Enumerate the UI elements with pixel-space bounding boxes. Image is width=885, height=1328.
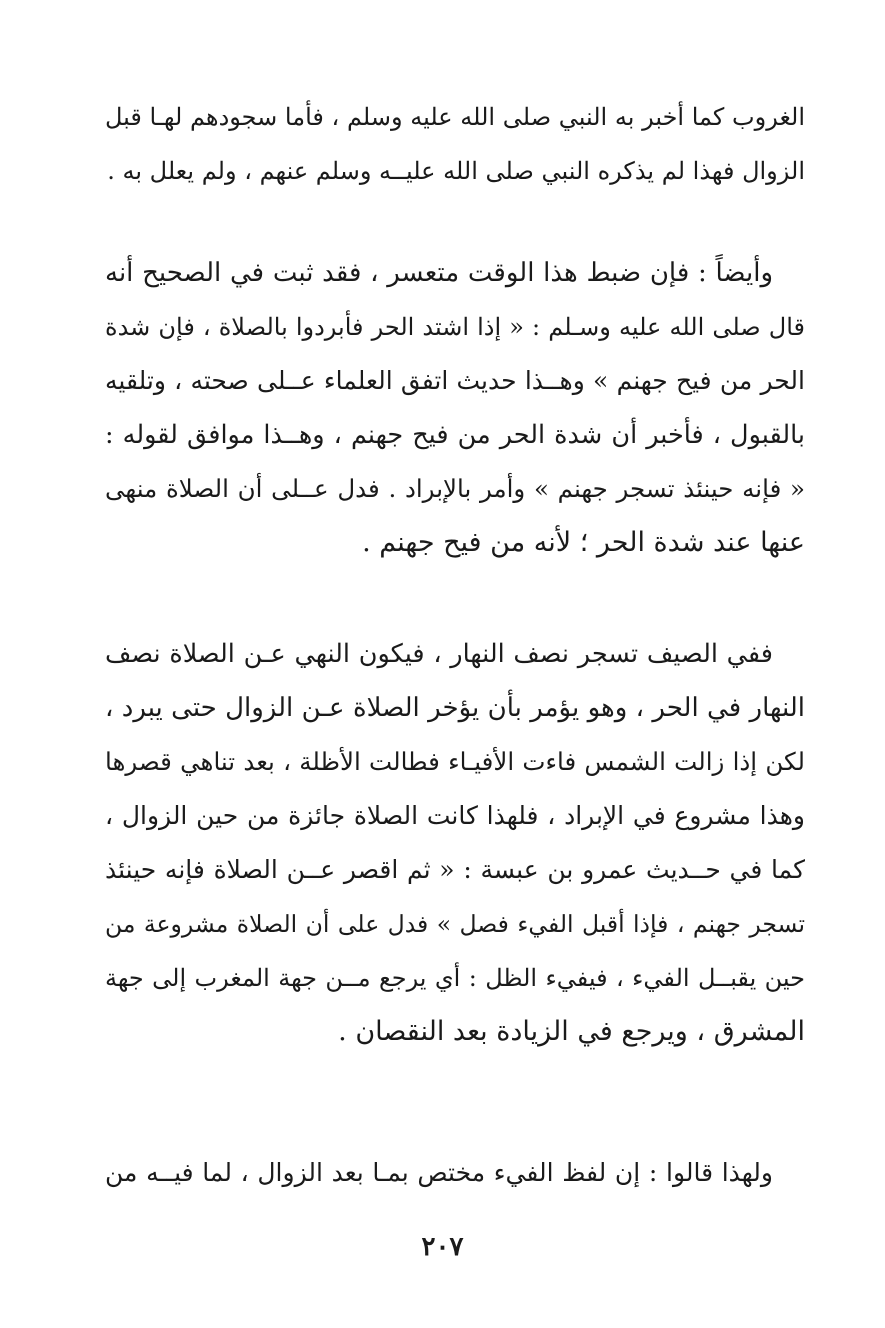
paragraph-4 <box>105 1146 805 1200</box>
text-line: المشرق ، ويرجع في الزيادة بعد النقصان . <box>338 1016 805 1047</box>
text-line: ولهذا قالوا : إن لفظ الفيء مختص بمـا بعد الزوال ، لما فيــه من <box>105 1158 773 1187</box>
text-line: الحر من فيح جهنم » وهــذا حديث اتفق العلماء عــلى صحته ، وتلقيه <box>105 366 805 395</box>
text-line: وأيضاً : فإن ضبط هذا الوقت متعسر ، فقد ثبت في الصحيح أنه <box>105 258 773 288</box>
paragraph-3 <box>105 627 805 1059</box>
text-line: قال صلى الله عليه وسـلم : « إذا اشتد الحر فأبردوا بالصلاة ، فإن شدة <box>105 313 805 341</box>
page-number: ٢٠٧ <box>421 1232 464 1262</box>
paragraph-2 <box>105 246 805 570</box>
text-line: حين يقبــل الفيء ، فيفيء الظل : أي يرجع مــن جهة المغرب إلى جهة <box>105 964 805 992</box>
text-line: الزوال فهذا لم يذكره النبي صلى الله عليــه وسلم عنهم ، ولم يعلل به . <box>107 157 805 185</box>
text-line: تسجر جهنم ، فإذا أقبل الفيء فصل » فدل على أن الصلاة مشروعة من <box>105 910 805 938</box>
text-line: بالقبول ، فأخبر أن شدة الحر من فيح جهنم ، وهــذا موافق لقوله : <box>105 420 805 450</box>
text-line: النهار في الحر ، وهو يؤمر بأن يؤخر الصلاة عـن الزوال حتى يبرد ، <box>105 693 805 723</box>
text-line: الغروب كما أخبر به النبي صلى الله عليه وسلم ، فأما سجودهم لهـا قبل <box>105 103 805 131</box>
text-line: ففي الصيف تسجر نصف النهار ، فيكون النهي عـن الصلاة نصف <box>105 639 773 669</box>
paragraph-1 <box>105 90 805 198</box>
text-line: عنها عند شدة الحر ؛ لأنه من فيح جهنم . <box>362 527 805 558</box>
text-line: وهذا مشروع في الإبراد ، فلهذا كانت الصلاة جائزة من حين الزوال ، <box>105 801 805 830</box>
text-line: كما في حــديث عمرو بن عبسة : « ثم اقصر عــن الصلاة فإنه حينئذ <box>105 855 805 884</box>
text-line: « فإنه حينئذ تسجر جهنم » وأمر بالإبراد . فدل عــلى أن الصلاة منهى <box>105 474 805 503</box>
text-line: لكن إذا زالت الشمس فاءت الأفيـاء فطالت الأظلة ، بعد تناهي قصرها <box>105 747 805 776</box>
